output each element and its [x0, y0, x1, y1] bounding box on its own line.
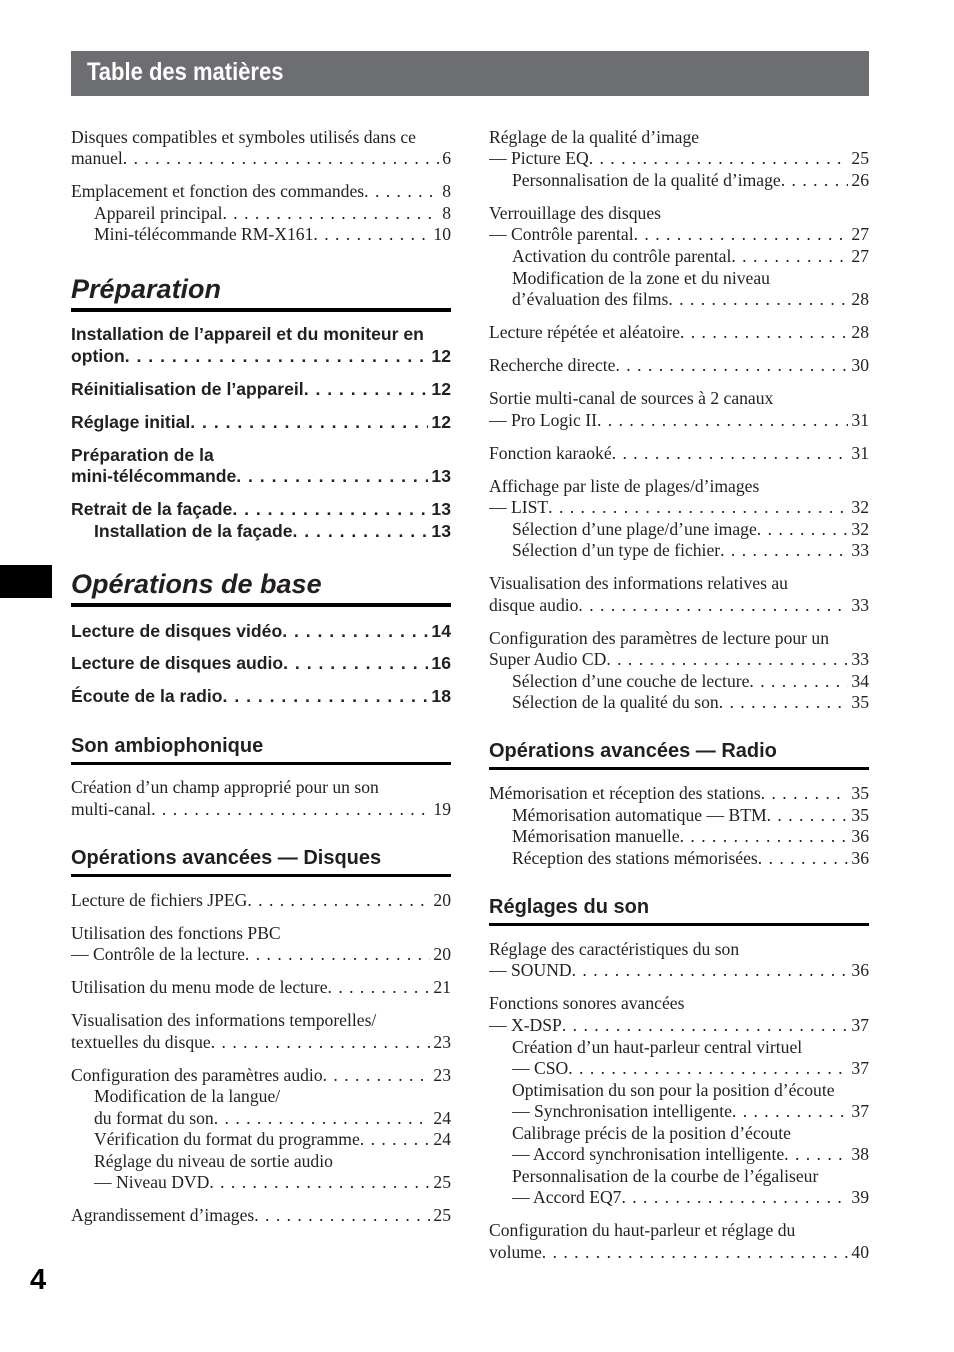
toc-entry-title: manuel: [71, 148, 123, 168]
toc-entry-title: multi-canal: [71, 799, 152, 819]
leader-dots: [680, 826, 849, 847]
leader-dots: [758, 848, 849, 869]
leader-dots: [616, 355, 849, 376]
toc-page-number: 32: [851, 519, 869, 539]
toc-entry[interactable]: [71, 686, 451, 707]
leader-dots: [749, 671, 848, 692]
toc-entry[interactable]: [512, 848, 869, 869]
toc-entry-title: Réception des stations mémorisées: [512, 848, 758, 868]
toc-page-number: 37: [851, 1015, 869, 1035]
leader-dots: [364, 181, 439, 202]
leader-dots: [209, 1172, 430, 1193]
toc-entry[interactable]: [512, 519, 869, 540]
section-heading: Opérations de base: [71, 569, 451, 607]
leader-dots: [313, 224, 430, 245]
toc-page-number: 37: [851, 1058, 869, 1078]
toc-page-number: 6: [442, 148, 451, 168]
toc-entry-title: Réinitialisation de l’appareil: [71, 379, 304, 399]
toc-entry[interactable]: [71, 621, 451, 642]
leader-dots: [732, 1101, 849, 1122]
toc-entry-title: — CSO: [512, 1058, 569, 1078]
toc-entry-title: Utilisation du menu mode de lecture: [71, 977, 328, 997]
toc-entry-title: — Synchronisation intelligente: [512, 1101, 732, 1121]
toc-entry-title: Super Audio CD: [489, 649, 607, 669]
leader-dots: [757, 519, 849, 540]
leader-dots: [612, 443, 849, 464]
toc-entry[interactable]: [71, 1205, 451, 1226]
toc-page-number: 33: [851, 540, 869, 560]
toc-page-number: 20: [433, 944, 451, 964]
toc-page-number: 13: [431, 466, 451, 486]
toc-entry[interactable]: [512, 805, 869, 826]
leader-dots: [328, 977, 431, 998]
toc-entry-line: Modification de la zone et du niveau: [512, 268, 770, 288]
leader-dots: [572, 960, 849, 981]
leader-dots: [282, 621, 428, 642]
toc-entry[interactable]: [489, 322, 869, 343]
toc-page-number: 18: [431, 686, 451, 706]
leader-dots: [761, 783, 849, 804]
toc-entry-title: disque audio: [489, 595, 579, 615]
leader-dots: [589, 148, 849, 169]
toc-entry[interactable]: [489, 497, 869, 518]
subsection-heading: Son ambiophonique: [71, 735, 451, 765]
leader-dots: [211, 1032, 431, 1053]
toc-entry-title: textuelles du disque: [71, 1032, 211, 1052]
toc-entry-line: Réglage du niveau de sortie audio: [94, 1151, 333, 1171]
toc-page-number: 10: [433, 224, 451, 244]
toc-entry-title: — SOUND: [489, 960, 572, 980]
toc-entry[interactable]: [71, 1032, 451, 1053]
subsection-heading: Opérations avancées — Disques: [71, 847, 451, 877]
toc-entry[interactable]: [71, 346, 451, 367]
leader-dots: [214, 1108, 431, 1129]
toc-entry-line: Fonctions sonores avancées: [489, 993, 685, 1013]
toc-page-number: 34: [851, 671, 869, 691]
toc-entry-title: — Contrôle de la lecture: [71, 944, 245, 964]
toc-entry-line: Réglage de la qualité d’image: [489, 127, 700, 147]
toc-entry-line: Configuration du haut-parleur et réglage du: [489, 1220, 796, 1240]
toc-entry[interactable]: [489, 148, 869, 169]
subsection-heading: Opérations avancées — Radio: [489, 740, 869, 770]
toc-entry[interactable]: [71, 499, 451, 520]
toc-page-number: 8: [442, 203, 451, 223]
toc-entry-title: — Accord synchronisation intelligente: [512, 1144, 785, 1164]
toc-page-number: 26: [851, 170, 869, 190]
toc-entry[interactable]: [489, 595, 869, 616]
leader-dots: [123, 148, 439, 169]
toc-entry-title: Réglage initial: [71, 412, 191, 432]
toc-page-number: 31: [851, 443, 869, 463]
toc-entry-title: Retrait de la façade: [71, 499, 233, 519]
leader-dots: [232, 499, 428, 520]
toc-page-number: 32: [851, 497, 869, 517]
toc-page-number: 14: [431, 621, 451, 641]
toc-entry-title: Appareil principal: [94, 203, 223, 223]
toc-entry-line: Modification de la langue/: [94, 1086, 281, 1106]
toc-page-number: 25: [433, 1205, 451, 1225]
toc-entry-title: Sélection d’une couche de lecture: [512, 671, 750, 691]
leader-dots: [606, 649, 848, 670]
toc-entry-line: Utilisation des fonctions PBC: [71, 923, 281, 943]
toc-entry-title: Lecture de disques audio: [71, 653, 284, 673]
toc-entry-title: Mini-télécommande RM-X161: [94, 224, 314, 244]
toc-entry-line: Affichage par liste de plages/d’images: [489, 476, 760, 496]
toc-entry-title: — X-DSP: [489, 1015, 562, 1035]
leader-dots: [222, 203, 439, 224]
toc-entry[interactable]: [489, 355, 869, 376]
toc-entry-line: Installation de l’appareil et du moniteur en: [71, 324, 424, 344]
toc-entry[interactable]: [489, 783, 869, 804]
toc-entry[interactable]: [512, 1187, 869, 1208]
leader-dots: [245, 944, 430, 965]
toc-entry-title: Mémorisation automatique — BTM: [512, 805, 767, 825]
leader-dots: [292, 521, 428, 542]
toc-page-number: 8: [442, 181, 451, 201]
toc-entry[interactable]: [489, 443, 869, 464]
leader-dots: [568, 1058, 848, 1079]
toc-entry-title: Mémorisation manuelle: [512, 826, 680, 846]
title-banner: [71, 51, 869, 96]
toc-entry-line: Préparation de la: [71, 445, 214, 465]
toc-page-number: 37: [851, 1101, 869, 1121]
toc-entry-line: Verrouillage des disques: [489, 203, 661, 223]
toc-page-number: 12: [431, 412, 451, 432]
toc-entry-title: volume: [489, 1242, 542, 1262]
toc-entry[interactable]: [512, 1144, 869, 1165]
toc-entry-title: Activation du contrôle parental: [512, 246, 732, 266]
leader-dots: [151, 799, 430, 820]
toc-entry[interactable]: [94, 1129, 451, 1150]
leader-dots: [223, 686, 429, 707]
toc-entry[interactable]: [94, 224, 451, 245]
page-title: Table des matières: [87, 58, 284, 86]
toc-page-number: 13: [431, 499, 451, 519]
toc-page-number: 31: [851, 410, 869, 430]
toc-page-number: 36: [851, 848, 869, 868]
toc-entry-title: Personnalisation de la qualité d’image: [512, 170, 781, 190]
toc-entry-line: Visualisation des informations relatives au: [489, 573, 788, 593]
leader-dots: [254, 1205, 430, 1226]
toc-entry[interactable]: [94, 521, 451, 542]
leader-dots: [784, 1144, 848, 1165]
toc-entry-line: Réglage des caractéristiques du son: [489, 939, 740, 959]
leader-dots: [680, 322, 848, 343]
toc-entry[interactable]: [512, 1058, 869, 1079]
toc-entry[interactable]: [71, 181, 451, 202]
toc-entry[interactable]: [489, 649, 869, 670]
leader-dots: [597, 410, 848, 431]
toc-entry-title: Agrandissement d’images: [71, 1205, 255, 1225]
toc-page-number: 19: [433, 799, 451, 819]
leader-dots: [634, 224, 849, 245]
toc-entry-title: Lecture de fichiers JPEG: [71, 890, 248, 910]
toc-entry-line: Calibrage précis de la position d’écoute: [512, 1123, 791, 1143]
toc-entry-title: Emplacement et fonction des commandes: [71, 181, 365, 201]
toc-entry-line: Sortie multi-canal de sources à 2 canaux: [489, 388, 774, 408]
toc-entry-line: Optimisation du son pour la position d’écoute: [512, 1080, 835, 1100]
toc-entry-line: Configuration des paramètres de lecture pour un: [489, 628, 830, 648]
toc-entry-title: Écoute de la radio: [71, 686, 223, 706]
toc-entry-title: d’évaluation des films: [512, 289, 669, 309]
leader-dots: [578, 595, 848, 616]
toc-page-number: 35: [851, 692, 869, 712]
toc-page-number: 35: [851, 783, 869, 803]
toc-entry-title: Configuration des paramètres audio: [71, 1065, 323, 1085]
toc-entry[interactable]: [512, 826, 869, 847]
toc-entry[interactable]: [71, 379, 451, 400]
leader-dots: [781, 170, 849, 191]
toc-entry-line: Personnalisation de la courbe de l’égaliseur: [512, 1166, 819, 1186]
leader-dots: [668, 289, 848, 310]
toc-entry[interactable]: [71, 977, 451, 998]
leader-dots: [720, 540, 848, 561]
toc-page-number: 35: [851, 805, 869, 825]
leader-dots: [304, 379, 429, 400]
toc-entry-title: Sélection d’un type de fichier: [512, 540, 721, 560]
toc-entry-line: Visualisation des informations temporelles/: [71, 1010, 377, 1030]
toc-page-number: 25: [433, 1172, 451, 1192]
toc-page-number: 25: [851, 148, 869, 168]
toc-page-number: 12: [431, 379, 451, 399]
toc-entry-title: Recherche directe: [489, 355, 616, 375]
toc-entry[interactable]: [489, 224, 869, 245]
toc-page-number: 28: [851, 322, 869, 342]
toc-entry-title: option: [71, 346, 125, 366]
toc-entry[interactable]: [512, 170, 869, 191]
toc-entry[interactable]: [512, 540, 869, 561]
toc-entry-line: Disques compatibles et symboles utilisés dans ce: [71, 127, 416, 147]
toc-page-number: 39: [851, 1187, 869, 1207]
toc-entry[interactable]: [489, 960, 869, 981]
toc-page-number: 20: [433, 890, 451, 910]
toc-page-number: 13: [431, 521, 451, 541]
toc-page-number: 28: [851, 289, 869, 309]
toc-entry-title: — Contrôle parental: [489, 224, 634, 244]
toc-page-number: 24: [433, 1108, 451, 1128]
toc-entry-title: — Accord EQ7: [512, 1187, 622, 1207]
toc-entry[interactable]: [71, 148, 451, 169]
leader-dots: [360, 1129, 431, 1150]
leader-dots: [247, 890, 430, 911]
toc-entry[interactable]: [94, 1108, 451, 1129]
toc-entry[interactable]: [71, 653, 451, 674]
toc-entry-title: — Pro Logic II: [489, 410, 597, 430]
toc-entry[interactable]: [71, 466, 451, 487]
toc-entry-title: Lecture de disques vidéo: [71, 621, 283, 641]
toc-entry-title: Sélection de la qualité du son: [512, 692, 719, 712]
toc-entry-title: Installation de la façade: [94, 521, 293, 541]
leader-dots: [731, 246, 848, 267]
toc-page-number: 33: [851, 649, 869, 669]
toc-page-number: 38: [851, 1144, 869, 1164]
toc-page-number: 24: [433, 1129, 451, 1149]
toc-entry[interactable]: [489, 410, 869, 431]
toc-entry[interactable]: [512, 246, 869, 267]
toc-page-number: 21: [433, 977, 451, 997]
toc-entry[interactable]: [489, 1242, 869, 1263]
toc-entry[interactable]: [71, 1065, 451, 1086]
toc-entry[interactable]: [71, 412, 451, 433]
page-number: 4: [30, 1264, 47, 1296]
toc-entry-title: Sélection d’une plage/d’une image: [512, 519, 757, 539]
leader-dots: [562, 1015, 849, 1036]
toc-entry-title: Lecture répétée et aléatoire: [489, 322, 680, 342]
leader-dots: [190, 412, 428, 433]
toc-entry[interactable]: [94, 203, 451, 224]
toc-entry-title: — LIST: [489, 497, 549, 517]
toc-page-number: 27: [851, 246, 869, 266]
toc-entry[interactable]: [512, 289, 869, 310]
section-tab-marker: [0, 565, 52, 598]
toc-entry[interactable]: [512, 1101, 869, 1122]
toc-entry-title: mini-télécommande: [71, 466, 237, 486]
toc-page-number: 16: [431, 653, 451, 673]
toc-entry[interactable]: [94, 1172, 451, 1193]
toc-entry-title: Fonction karaoké: [489, 443, 612, 463]
toc-entry[interactable]: [512, 671, 869, 692]
toc-entry[interactable]: [71, 799, 451, 820]
leader-dots: [548, 497, 848, 518]
toc-entry-title: — Niveau DVD: [94, 1172, 210, 1192]
section-heading: Préparation: [71, 274, 451, 312]
leader-dots: [323, 1065, 431, 1086]
subsection-heading: Réglages du son: [489, 896, 869, 926]
toc-entry-line: Création d’un champ approprié pour un son: [71, 777, 379, 797]
toc-entry[interactable]: [71, 944, 451, 965]
toc-entry[interactable]: [71, 890, 451, 911]
toc-entry-title: Mémorisation et réception des stations: [489, 783, 761, 803]
toc-entry-line: Création d’un haut-parleur central virtuel: [512, 1037, 803, 1057]
toc-page-number: 36: [851, 960, 869, 980]
toc-entry-title: Vérification du format du programme: [94, 1129, 360, 1149]
toc-page-number: 33: [851, 595, 869, 615]
toc-entry-title: — Picture EQ: [489, 148, 589, 168]
leader-dots: [236, 466, 428, 487]
toc-page-number: 27: [851, 224, 869, 244]
toc-page-number: 40: [851, 1242, 869, 1262]
toc-page-number: 23: [433, 1065, 451, 1085]
toc-page-number: 30: [851, 355, 869, 375]
leader-dots: [767, 805, 849, 826]
toc-entry[interactable]: [489, 1015, 869, 1036]
toc-page-number: 12: [431, 346, 451, 366]
toc-entry-title: du format du son: [94, 1108, 214, 1128]
toc-entry[interactable]: [512, 692, 869, 713]
leader-dots: [283, 653, 428, 674]
toc-page-number: 23: [433, 1032, 451, 1052]
leader-dots: [719, 692, 849, 713]
leader-dots: [621, 1187, 848, 1208]
toc-page-number: 36: [851, 826, 869, 846]
leader-dots: [125, 346, 429, 367]
leader-dots: [542, 1242, 849, 1263]
